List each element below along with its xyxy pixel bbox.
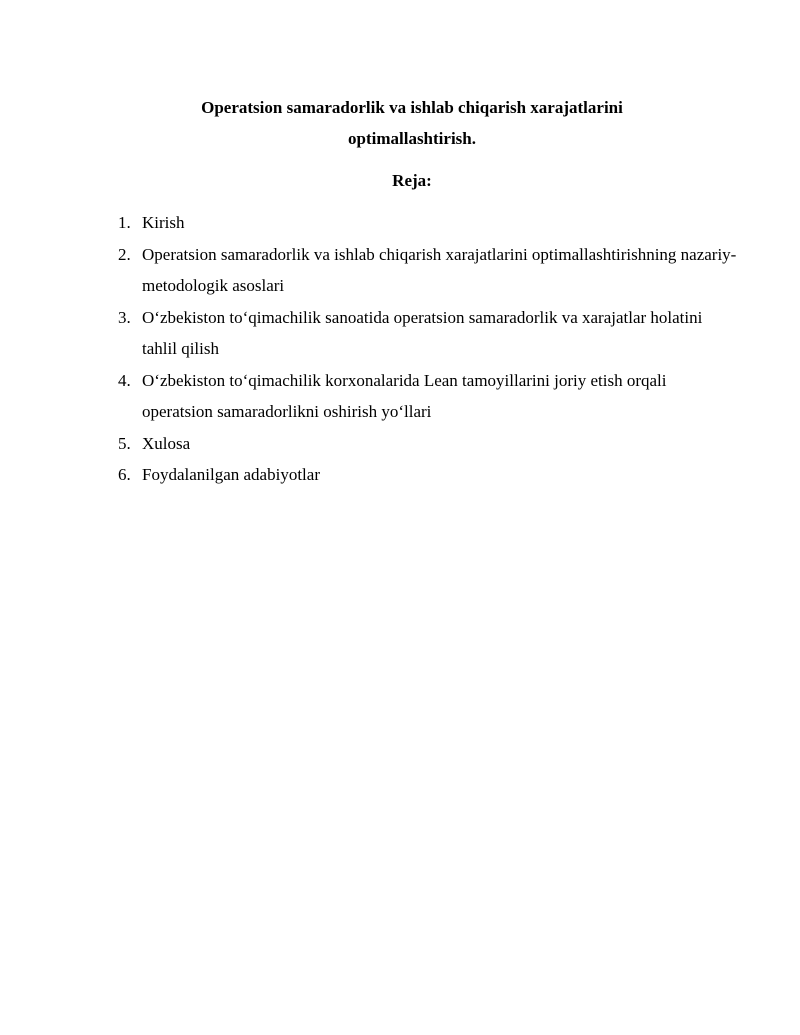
plan-item-text: Foydalanilgan adabiyotlar: [142, 465, 320, 484]
title-line-2: optimallashtirish.: [348, 129, 476, 148]
plan-item-number: 6.: [118, 465, 131, 484]
plan-item-number: 5.: [118, 433, 131, 453]
plan-item: [118, 302, 738, 365]
plan-item-text: Xulosa: [142, 433, 191, 453]
plan-list: [118, 207, 738, 491]
plan-item-text: Operatsion samaradorlik va ishlab chiqarish xarajatlarini optimallashtirishning nazariy-metodologik asoslari: [142, 244, 737, 295]
plan-item-text: O‘zbekiston to‘qimachilik sanoatida operatsion samaradorlik va xarajatlar holatini tahlil qilish: [142, 307, 703, 358]
plan-item-text: Kirish: [142, 213, 185, 232]
plan-item: [118, 207, 738, 239]
plan-item: [118, 428, 738, 460]
plan-item: [118, 365, 738, 428]
plan-item-number: 3.: [118, 307, 131, 327]
plan-item-number: 2.: [118, 244, 131, 264]
plan-item-number: 1.: [118, 213, 131, 232]
plan-heading: Reja:: [392, 171, 432, 190]
plan-item-number: 4.: [118, 370, 131, 390]
plan-item: [118, 459, 738, 491]
document-title: [0, 92, 800, 154]
title-line-1: Operatsion samaradorlik va ishlab chiqarish xarajatlarini: [201, 98, 623, 117]
plan-item-text: O‘zbekiston to‘qimachilik korxonalarida Lean tamoyillarini joriy etish orqali operatsion samaradorlikni oshirish yo‘llari: [142, 370, 667, 421]
plan-item: [118, 239, 738, 302]
